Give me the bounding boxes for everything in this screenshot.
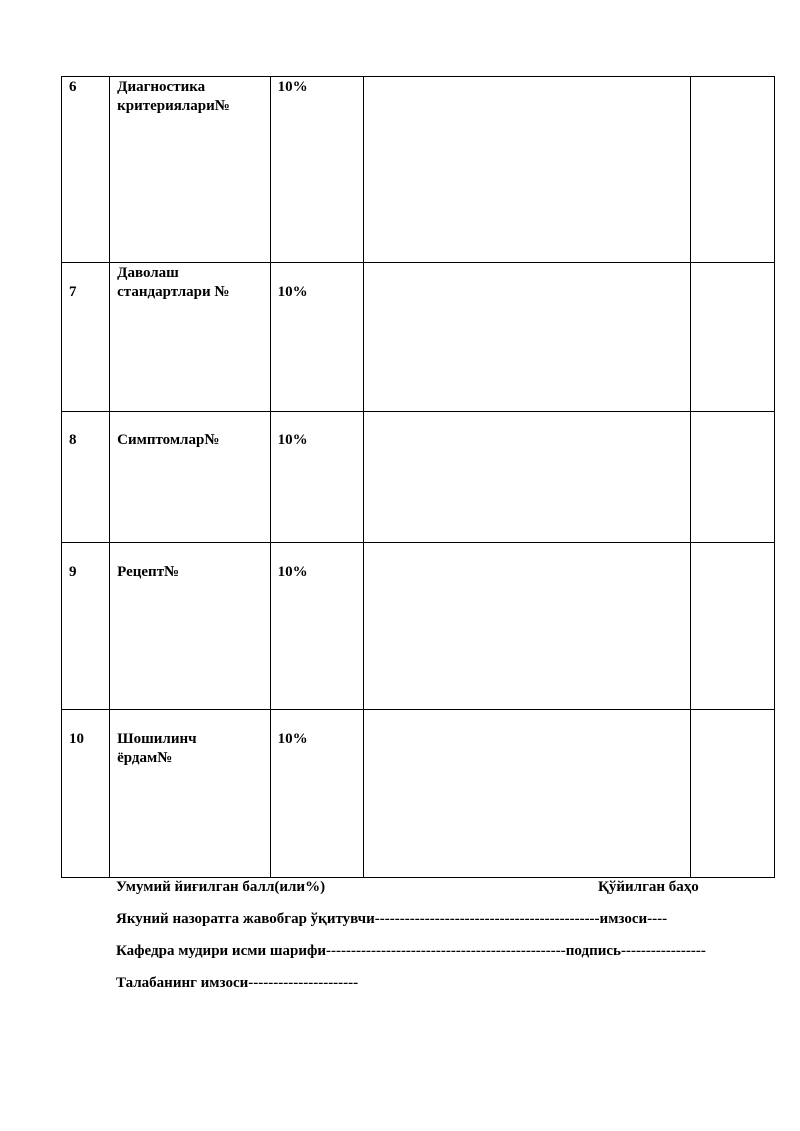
total-score-label: Умумий йиғилган балл(или%) (116, 879, 326, 895)
table-row (62, 263, 775, 412)
answer-cell (363, 710, 690, 878)
criterion-cell: Симптомлар№ (110, 412, 270, 543)
score-cell (690, 543, 774, 710)
answer-cell (363, 77, 690, 263)
answer-cell (363, 543, 690, 710)
weight-cell: 10% (270, 710, 363, 878)
row-number: 7 (62, 263, 110, 412)
table-row (62, 412, 775, 543)
grade-label: Қўйилган баҳо (598, 879, 699, 895)
row-number: 10 (62, 710, 110, 878)
criterion-cell: Шошилинч ёрдам№ (110, 710, 270, 878)
answer-cell (363, 263, 690, 412)
table-row (62, 77, 775, 263)
score-cell (690, 412, 774, 543)
student-signature-line: Талабанинг имзоси---------------------- (116, 975, 359, 991)
weight-cell: 10% (270, 263, 363, 412)
criterion-cell: Диагностика критериялари№ (110, 77, 270, 263)
head-signature-line: Кафедра мудири исми шарифи------------------------------------------------подпись----------------- (116, 943, 706, 959)
table-row (62, 543, 775, 710)
row-number: 9 (62, 543, 110, 710)
weight-cell: 10% (270, 543, 363, 710)
weight-cell: 10% (270, 77, 363, 263)
score-cell (690, 77, 774, 263)
criterion-cell: Даволаш стандартлари № (110, 263, 270, 412)
teacher-signature-line: Якуний назоратга жавобгар ўқитувчи---------------------------------------------имзоси---- (116, 911, 668, 927)
row-number: 6 (62, 77, 110, 263)
answer-cell (363, 412, 690, 543)
table-row (62, 710, 775, 878)
score-cell (690, 710, 774, 878)
grading-table (61, 76, 775, 878)
row-number: 8 (62, 412, 110, 543)
criterion-cell: Рецепт№ (110, 543, 270, 710)
weight-cell: 10% (270, 412, 363, 543)
score-cell (690, 263, 774, 412)
